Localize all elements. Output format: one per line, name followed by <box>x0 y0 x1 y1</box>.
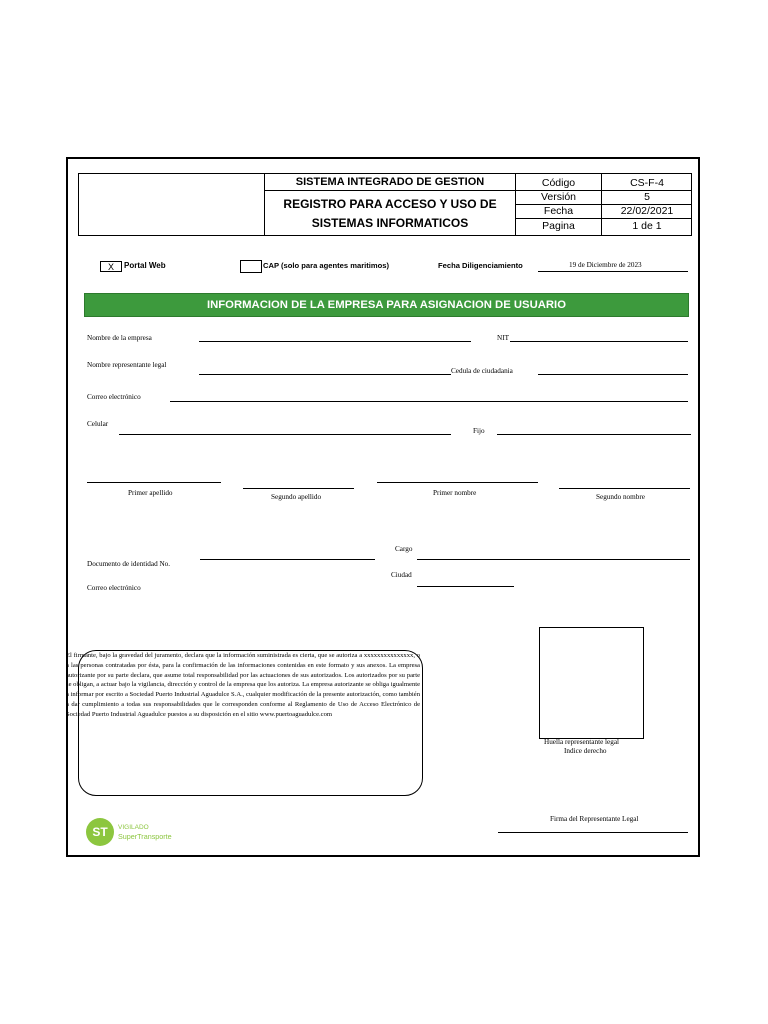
fingerprint-label: Huella representante legal <box>544 738 620 746</box>
nit-field[interactable] <box>510 341 688 342</box>
documento-label: Documento de identidad No. <box>87 560 171 568</box>
st-circle-icon <box>86 818 114 846</box>
meta-label-pagina: Pagina <box>542 220 575 232</box>
legal-rep-field[interactable] <box>199 374 451 375</box>
celular-label: Celular <box>87 420 109 428</box>
meta-value-pagina: 1 de 1 <box>632 220 662 232</box>
fingerprint-sublabel: Indice derecho <box>564 747 607 755</box>
meta-label-fecha: Fecha <box>543 205 574 217</box>
fijo-field[interactable] <box>497 434 691 435</box>
portal-web-label: Portal Web <box>124 261 166 270</box>
company-name-field[interactable] <box>199 341 471 342</box>
cargo-label: Cargo <box>395 545 413 553</box>
form-title-line1: REGISTRO PARA ACCESO Y USO DE <box>283 197 497 211</box>
meta-label-version: Versión <box>540 191 577 203</box>
email2-label: Correo electrónico <box>87 584 141 592</box>
declaration-text: El firmante, bajo la gravedad del juramento, declara que la información suministrada es cierta, que se autoriza a xxxxxxxxxxxxxxx, o a las personas contratadas por ésta, para la confirmación de las informaciones contenidas en este formato y sus anexos. La empresa autorizante por su parte declara, que asume total responsabilidad por las actuaciones de sus autorizados. Los autorizados por su parte se obligan, a actuar bajo la vigilancia, dirección y control de la empresa que los autoriza. La empresa autorizante se obliga igualmente a informar por escrito a Sociedad Puerto Industrial Aguadulce S.A., cualquier modificación de la presente autorización, como también a dar cumplimiento a todas sus responsabilidades que le corresponden conforme al Reglamento de Uso de Acceso Electrónico de Sociedad Puerto Industrial Aguadulce puestos a su disposición en el sitio www.puertoaguadulce.com <box>66 652 420 718</box>
date-value: 19 de Diciembre de 2023 <box>569 261 642 269</box>
cap-label: CAP (solo para agentes maritimos) <box>263 261 390 270</box>
cap-checkbox[interactable] <box>240 260 262 273</box>
celular-field[interactable] <box>119 434 451 435</box>
meta-value-codigo: CS-F-4 <box>630 176 664 189</box>
meta-value-fecha: 22/02/2021 <box>620 205 674 217</box>
system-title: SISTEMA INTEGRADO DE GESTION <box>265 174 515 191</box>
logo-line2: SuperTransporte <box>118 832 172 841</box>
company-name-label: Nombre de la empresa <box>87 334 152 342</box>
email-field[interactable] <box>170 401 688 402</box>
section-banner: INFORMACION DE LA EMPRESA PARA ASIGNACION DE USUARIO <box>84 293 689 317</box>
signature-line[interactable] <box>498 832 688 833</box>
signature-label: Firma del Representante Legal <box>550 815 639 823</box>
nit-label: NIT <box>497 334 509 342</box>
primer-apellido-label: Primer apellido <box>128 489 173 497</box>
email-label: Correo electrónico <box>87 393 141 401</box>
date-label: Fecha Diligenciamiento <box>438 261 523 270</box>
primer-apellido-field[interactable] <box>87 482 221 483</box>
segundo-apellido-field[interactable] <box>243 488 354 489</box>
segundo-nombre-field[interactable] <box>559 488 690 489</box>
legal-rep-label: Nombre representante legal <box>87 361 167 369</box>
cedula-label: Cedula de ciudadania <box>451 367 513 375</box>
documento-field[interactable] <box>200 559 375 560</box>
primer-nombre-field[interactable] <box>377 482 538 483</box>
meta-label-codigo: Código <box>541 176 576 189</box>
date-line <box>538 271 688 272</box>
segundo-apellido-label: Segundo apellido <box>271 493 322 501</box>
ciudad-field[interactable] <box>417 586 514 587</box>
cargo-field[interactable] <box>417 559 690 560</box>
cedula-field[interactable] <box>538 374 688 375</box>
supertransporte-logo <box>86 817 196 847</box>
segundo-nombre-label: Segundo nombre <box>596 493 645 501</box>
logo-mark: ST <box>92 825 108 839</box>
fijo-label: Fijo <box>473 427 485 435</box>
fingerprint-box <box>539 627 644 739</box>
form-title-line2: SISTEMAS INFORMATICOS <box>311 216 469 230</box>
logo-line1: VIGILADO <box>118 824 149 831</box>
portal-web-checkbox[interactable]: X <box>100 261 122 272</box>
primer-nombre-label: Primer nombre <box>433 489 477 497</box>
ciudad-label: Ciudad <box>391 571 412 579</box>
meta-value-version: 5 <box>644 191 650 203</box>
header-logo-box <box>78 173 265 236</box>
